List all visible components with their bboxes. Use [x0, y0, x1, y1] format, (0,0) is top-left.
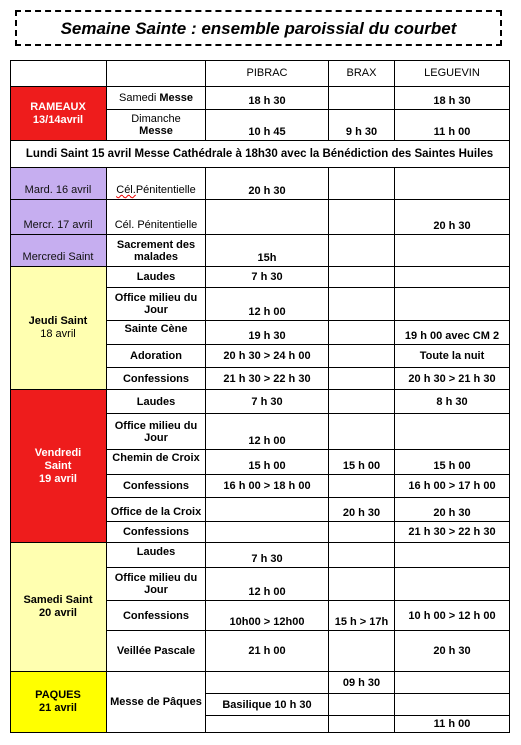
label-samedi-confessions: Confessions — [107, 601, 206, 631]
cell-sacrement-pibrac: 15h — [206, 235, 329, 267]
cell-jeudi-laudes-pibrac: 7 h 30 — [206, 267, 329, 288]
cell-paques-r3-brax — [329, 716, 395, 733]
cell-jeudi-conf-pibrac: 21 h 30 > 22 h 30 — [206, 368, 329, 390]
cell-paques-pibrac: Basilique 10 h 30 — [206, 694, 329, 716]
day-jeudi-line1: Jeudi Saint — [28, 315, 88, 327]
day-jeudi-line2: 18 avril — [40, 328, 76, 340]
cell-jeudi-cene-leguevin: 19 h 00 avec CM 2 — [395, 321, 510, 345]
cell-dimanche-leguevin: 11 h 00 — [395, 110, 510, 141]
cell-jeudi-office-leguevin — [395, 288, 510, 321]
cell-vendredi-conf-brax — [329, 475, 395, 498]
label-samedi-veillee: Veillée Pascale — [107, 631, 206, 672]
day-rameaux-line2: 13/14avril — [32, 113, 84, 126]
day-samedi-line2: 20 avril — [39, 607, 77, 619]
cell-mardi-pibrac: 20 h 30 — [206, 168, 329, 200]
cell-sacrement-leguevin — [395, 235, 510, 267]
cell-vendredi-office-leguevin — [395, 414, 510, 450]
cell-jeudi-laudes-brax — [329, 267, 395, 288]
cell-vendredi-laudes-leguevin: 8 h 30 — [395, 390, 510, 414]
schedule-table — [10, 60, 510, 733]
label-vendredi-confessions2: Confessions — [107, 522, 206, 543]
label-jeudi-adoration: Adoration — [107, 345, 206, 368]
column-header-leguevin: LEGUEVIN — [395, 60, 510, 87]
cell-vendredi-croix-leguevin: 20 h 30 — [395, 498, 510, 522]
cell-samedi-pibrac: 18 h 30 — [206, 87, 329, 110]
cell-samedi-office-pibrac: 12 h 00 — [206, 568, 329, 601]
cell-sacrement-brax — [329, 235, 395, 267]
label-vendredi-office: Office milieu du Jour — [107, 414, 206, 450]
cell-vendredi-chemin-brax: 15 h 00 — [329, 450, 395, 475]
lundi-saint-banner: Lundi Saint 15 avril Messe Cathédrale à 18h30 avec la Bénédiction des Saintes Huiles — [10, 141, 510, 168]
cell-vendredi-conf2-pibrac — [206, 522, 329, 543]
day-mercredi: Mercr. 17 avril — [10, 200, 107, 235]
label-jeudi-laudes: Laudes — [107, 267, 206, 288]
cell-vendredi-chemin-pibrac: 15 h 00 — [206, 450, 329, 475]
cell-dimanche-brax: 9 h 30 — [329, 110, 395, 141]
day-paques — [10, 672, 107, 733]
label-samedi-office: Office milieu du Jour — [107, 568, 206, 601]
label-mercredi-penitentielle: Cél. Pénitentielle — [107, 200, 206, 235]
cell-samedi-veillee-brax — [329, 631, 395, 672]
cell-jeudi-conf-leguevin: 20 h 30 > 21 h 30 — [395, 368, 510, 390]
cell-samedi-office-leguevin — [395, 568, 510, 601]
header-empty-day — [10, 60, 107, 87]
cell-samedi-leguevin: 18 h 30 — [395, 87, 510, 110]
label-mardi-penitentielle: Cél. Pénitentielle — [107, 168, 206, 200]
label-vendredi-laudes: Laudes — [107, 390, 206, 414]
cell-paques-brax: 09 h 30 — [329, 672, 395, 694]
cell-vendredi-conf2-brax — [329, 522, 395, 543]
cell-vendredi-croix-pibrac — [206, 498, 329, 522]
day-mercredi-saint: Mercredi Saint — [10, 235, 107, 267]
cell-samedi-laudes-brax — [329, 543, 395, 568]
cell-vendredi-croix-brax: 20 h 30 — [329, 498, 395, 522]
cell-samedi-conf-brax: 15 h > 17h — [329, 601, 395, 631]
day-vendredi — [10, 390, 107, 543]
cell-vendredi-conf-pibrac: 16 h 00 > 18 h 00 — [206, 475, 329, 498]
cell-samedi-brax — [329, 87, 395, 110]
cell-paques-r1-pibrac — [206, 672, 329, 694]
day-samedi-line1: Samedi Saint — [23, 594, 93, 606]
day-vendredi-line2: Saint — [44, 459, 72, 472]
cell-vendredi-chemin-leguevin: 15 h 00 — [395, 450, 510, 475]
cell-jeudi-cene-pibrac: 19 h 30 — [206, 321, 329, 345]
label-samedi-laudes: Laudes — [107, 543, 206, 568]
label-jeudi-confessions: Confessions — [107, 368, 206, 390]
cell-mercredi-pibrac — [206, 200, 329, 235]
cell-paques-r2-leguevin — [395, 694, 510, 716]
cell-jeudi-adoration-pibrac: 20 h 30 > 24 h 00 — [206, 345, 329, 368]
cell-vendredi-laudes-brax — [329, 390, 395, 414]
day-paques-line2: 21 avril — [39, 702, 77, 714]
cell-paques-leguevin: 11 h 00 — [395, 716, 510, 733]
label-vendredi-office-croix: Office de la Croix — [107, 498, 206, 522]
label-samedi-messe: Samedi Messe — [107, 87, 206, 110]
day-paques-line1: PAQUES — [35, 689, 81, 701]
day-rameaux-line1: RAMEAUX — [30, 100, 86, 113]
day-vendredi-line3: 19 avril — [39, 472, 77, 485]
cell-vendredi-laudes-pibrac: 7 h 30 — [206, 390, 329, 414]
day-rameaux — [10, 87, 107, 141]
label-vendredi-chemin: Chemin de Croix — [107, 450, 206, 475]
label-jeudi-office: Office milieu du Jour — [107, 288, 206, 321]
cell-samedi-conf-pibrac: 10h00 > 12h00 — [206, 601, 329, 631]
cell-vendredi-office-brax — [329, 414, 395, 450]
cell-jeudi-cene-brax — [329, 321, 395, 345]
label-dimanche-messe: Dimanche Messe — [107, 110, 206, 141]
label-jeudi-cene: Sainte Cène — [107, 321, 206, 345]
cell-paques-r2-brax — [329, 694, 395, 716]
cell-jeudi-laudes-leguevin — [395, 267, 510, 288]
cell-samedi-office-brax — [329, 568, 395, 601]
cell-samedi-veillee-pibrac: 21 h 00 — [206, 631, 329, 672]
header-empty-label — [107, 60, 206, 87]
cell-jeudi-adoration-brax — [329, 345, 395, 368]
column-header-brax: BRAX — [329, 60, 395, 87]
day-jeudi — [10, 267, 107, 390]
cell-vendredi-conf-leguevin: 16 h 00 > 17 h 00 — [395, 475, 510, 498]
title-box — [15, 10, 502, 46]
day-samedi — [10, 543, 107, 672]
cell-vendredi-conf2-leguevin: 21 h 30 > 22 h 30 — [395, 522, 510, 543]
page-title: Semaine Sainte : ensemble paroissial du courbet — [60, 19, 457, 38]
column-header-pibrac: PIBRAC — [206, 60, 329, 87]
day-mardi: Mard. 16 avril — [10, 168, 107, 200]
cell-mardi-leguevin — [395, 168, 510, 200]
cell-mercredi-brax — [329, 200, 395, 235]
cell-jeudi-adoration-leguevin: Toute la nuit — [395, 345, 510, 368]
day-vendredi-line1: Vendredi — [34, 446, 82, 459]
cell-mercredi-leguevin: 20 h 30 — [395, 200, 510, 235]
label-paques-messe: Messe de Pâques — [107, 672, 206, 733]
label-sacrement-malades: Sacrement des malades — [107, 235, 206, 267]
cell-vendredi-office-pibrac: 12 h 00 — [206, 414, 329, 450]
cell-jeudi-office-pibrac: 12 h 00 — [206, 288, 329, 321]
cell-mardi-brax — [329, 168, 395, 200]
cell-paques-r1-leguevin — [395, 672, 510, 694]
cell-samedi-laudes-pibrac: 7 h 30 — [206, 543, 329, 568]
cell-jeudi-office-brax — [329, 288, 395, 321]
label-vendredi-confessions: Confessions — [107, 475, 206, 498]
cell-samedi-conf-leguevin: 10 h 00 > 12 h 00 — [395, 601, 510, 631]
cell-jeudi-conf-brax — [329, 368, 395, 390]
cell-dimanche-pibrac: 10 h 45 — [206, 110, 329, 141]
cell-samedi-laudes-leguevin — [395, 543, 510, 568]
cell-samedi-veillee-leguevin: 20 h 30 — [395, 631, 510, 672]
cell-paques-r3-pibrac — [206, 716, 329, 733]
